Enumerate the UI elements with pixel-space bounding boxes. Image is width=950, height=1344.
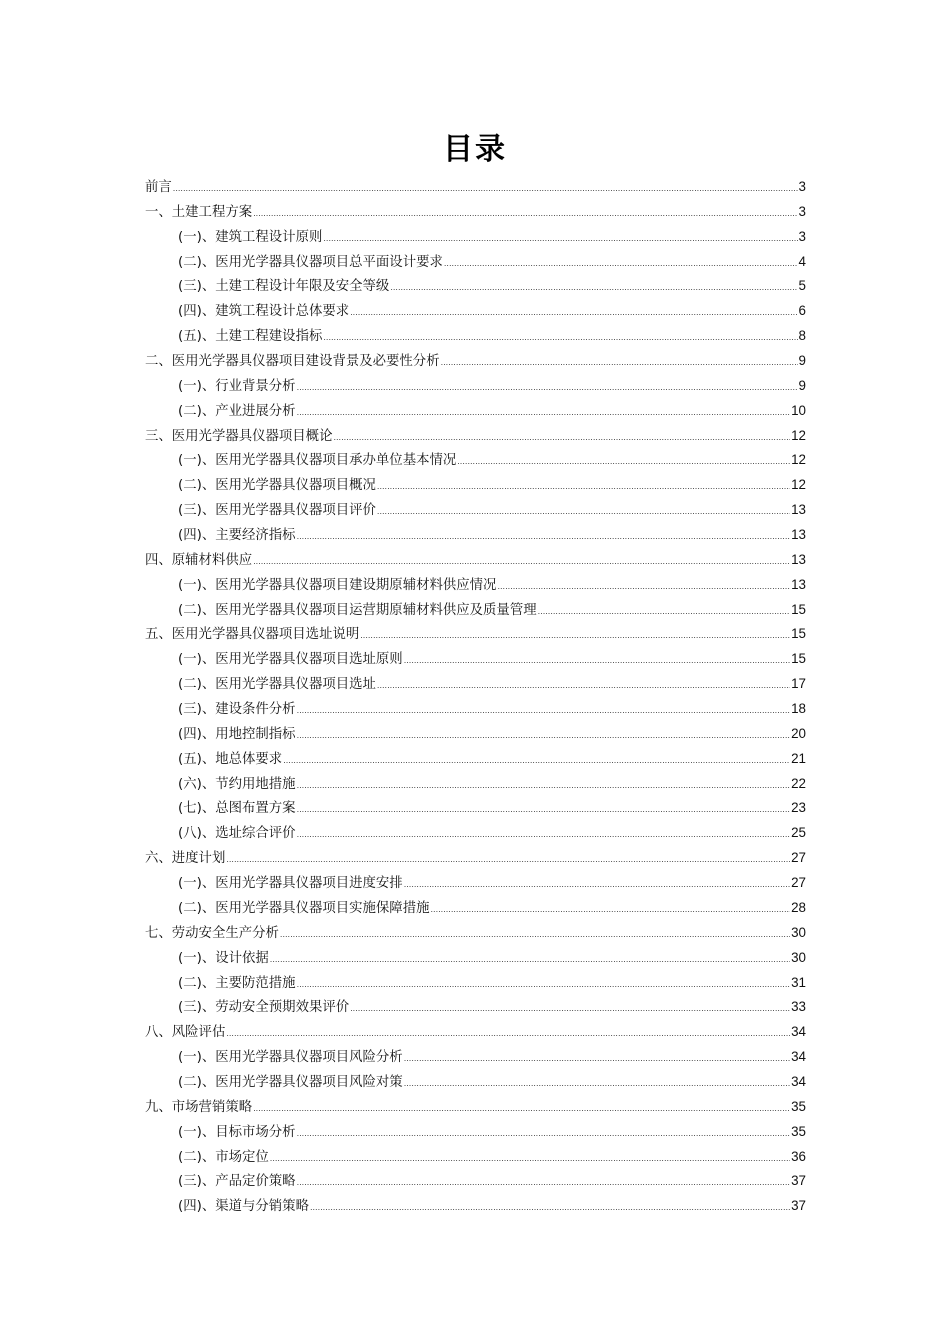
toc-entry-text: 一、土建工程方案 (145, 204, 253, 220)
toc-entry-text: 五、医用光学器具仪器项目选址说明 (145, 627, 360, 643)
toc-entry-section[interactable] (145, 299, 806, 324)
toc-dot-leader (283, 757, 790, 765)
toc-dot-leader (390, 284, 797, 292)
toc-entry-section[interactable] (145, 896, 806, 921)
toc-entry-section[interactable] (145, 672, 806, 697)
toc-dot-leader (297, 782, 791, 790)
toc-dot-leader (297, 1130, 791, 1138)
toc-entry-text: 二、医用光学器具仪器项目建设背景及必要性分析 (145, 354, 440, 370)
toc-entry-text: 三、医用光学器具仪器项目概论 (145, 428, 333, 444)
toc-entry-text: (二)、产业进展分析 (178, 403, 296, 419)
toc-entry-page-number: 37 (791, 1173, 806, 1189)
toc-entry-section[interactable] (145, 250, 806, 275)
toc-entry-section[interactable] (145, 1169, 806, 1194)
toc-dot-leader (297, 981, 791, 989)
toc-dot-leader (404, 1055, 790, 1063)
toc-entry-text: (三)、土建工程设计年限及安全等级 (178, 279, 390, 295)
toc-dot-leader (350, 309, 797, 317)
toc-entry-chapter[interactable] (145, 1095, 806, 1120)
toc-entry-page-number: 34 (791, 1049, 806, 1065)
toc-entry-page-number: 34 (791, 1024, 806, 1040)
toc-entry-section[interactable] (145, 473, 806, 498)
toc-entry-text: (五)、土建工程建设指标 (178, 329, 323, 345)
toc-dot-leader (226, 1030, 790, 1038)
toc-entry-page-number: 35 (791, 1098, 806, 1114)
toc-entry-text: (三)、医用光学器具仪器项目评价 (178, 503, 376, 519)
toc-entry-page-number: 3 (798, 203, 806, 219)
toc-entry-page-number: 6 (798, 303, 806, 319)
toc-entry-section[interactable] (145, 598, 806, 623)
toc-entry-page-number: 27 (791, 875, 806, 891)
toc-dot-leader (297, 732, 791, 740)
toc-dot-leader (226, 856, 790, 864)
toc-entry-chapter[interactable] (145, 1020, 806, 1045)
toc-dot-leader (404, 1080, 790, 1088)
toc-entry-page-number: 36 (791, 1148, 806, 1164)
toc-entry-chapter[interactable] (145, 424, 806, 449)
toc-dot-leader (297, 707, 791, 715)
toc-entry-section[interactable] (145, 225, 806, 250)
toc-entry-text: (二)、医用光学器具仪器项目选址 (178, 677, 376, 693)
toc-entry-section[interactable] (145, 399, 806, 424)
toc-entry-chapter[interactable] (145, 548, 806, 573)
toc-dot-leader (350, 1005, 790, 1013)
toc-entry-text: (一)、行业背景分析 (178, 378, 296, 394)
toc-entry-page-number: 27 (791, 850, 806, 866)
toc-entry-text: (四)、渠道与分销策略 (178, 1199, 309, 1215)
toc-dot-leader (297, 831, 791, 839)
table-of-contents (145, 175, 806, 1219)
toc-entry-page-number: 33 (791, 999, 806, 1015)
toc-entry-page-number: 9 (798, 377, 806, 393)
toc-dot-leader (333, 434, 790, 442)
toc-dot-leader (253, 1105, 790, 1113)
toc-dot-leader (310, 1204, 790, 1212)
toc-entry-page-number: 3 (798, 179, 806, 194)
toc-entry-section[interactable] (145, 1120, 806, 1145)
toc-entry-text: 七、劳动安全生产分析 (145, 925, 279, 941)
toc-entry-text: (四)、主要经济指标 (178, 528, 296, 544)
toc-entry-section[interactable] (145, 722, 806, 747)
toc-entry-page-number: 15 (791, 601, 806, 617)
toc-entry-text: 六、进度计划 (145, 851, 226, 867)
toc-dot-leader (441, 359, 798, 367)
toc-dot-leader (297, 806, 791, 814)
toc-entry-text: (一)、目标市场分析 (178, 1124, 296, 1140)
toc-entry-section[interactable] (145, 1070, 806, 1095)
toc-entry-section[interactable] (145, 871, 806, 896)
toc-dot-leader (253, 558, 790, 566)
toc-entry-page-number: 12 (791, 477, 806, 493)
toc-entry-page-number: 13 (791, 502, 806, 518)
toc-entry-text: (三)、劳动安全预期效果评价 (178, 1000, 350, 1016)
toc-entry-text: (二)、主要防范措施 (178, 975, 296, 991)
toc-entry-page-number: 8 (798, 328, 806, 344)
toc-entry-page-number: 30 (791, 949, 806, 965)
toc-entry-page-number: 30 (791, 924, 806, 940)
toc-entry-page-number: 15 (791, 651, 806, 667)
toc-dot-leader (377, 483, 790, 491)
toc-entry-text: (三)、产品定价策略 (178, 1174, 296, 1190)
toc-entry-text: 前言 (145, 180, 172, 195)
toc-entry-page-number: 12 (791, 452, 806, 468)
toc-dot-leader (497, 583, 790, 591)
toc-entry-page-number: 4 (798, 253, 806, 269)
toc-entry-page-number: 22 (791, 775, 806, 791)
toc-entry-section[interactable] (145, 324, 806, 349)
toc-dot-leader (297, 409, 791, 417)
toc-dot-leader (270, 1155, 790, 1163)
toc-dot-leader (280, 931, 790, 939)
toc-entry-text: (二)、医用光学器具仪器项目概况 (178, 478, 376, 494)
toc-entry-section[interactable] (145, 1145, 806, 1170)
toc-dot-leader (323, 235, 797, 243)
toc-entry-page-number: 18 (791, 701, 806, 717)
toc-dot-leader (444, 260, 798, 268)
toc-entry-page-number: 17 (791, 676, 806, 692)
toc-dot-leader (323, 334, 797, 342)
toc-entry-section[interactable] (145, 523, 806, 548)
toc-entry-chapter[interactable] (145, 921, 806, 946)
toc-entry-section[interactable] (145, 772, 806, 797)
toc-entry-chapter[interactable] (145, 349, 806, 374)
toc-entry-text: (一)、医用光学器具仪器项目建设期原辅材料供应情况 (178, 577, 497, 593)
toc-dot-leader (173, 185, 798, 193)
toc-entry-page-number: 37 (791, 1198, 806, 1214)
toc-dot-leader (377, 682, 790, 690)
toc-entry-text: (三)、建设条件分析 (178, 702, 296, 718)
toc-entry-text: (二)、医用光学器具仪器项目总平面设计要求 (178, 254, 443, 270)
toc-entry-text: (二)、医用光学器具仪器项目风险对策 (178, 1074, 403, 1090)
toc-entry-text: (四)、建筑工程设计总体要求 (178, 304, 350, 320)
toc-entry-page-number: 9 (798, 353, 806, 369)
toc-entry-section[interactable] (145, 747, 806, 772)
toc-dot-leader (404, 881, 790, 889)
toc-entry-text: (一)、医用光学器具仪器项目进度安排 (178, 876, 403, 892)
toc-title: 目录 (443, 132, 507, 167)
toc-entry-text: (一)、设计依据 (178, 950, 269, 966)
toc-entry-page-number: 21 (791, 750, 806, 766)
toc-entry-text: 八、风险评估 (145, 1025, 226, 1041)
toc-entry-section[interactable] (145, 946, 806, 971)
toc-dot-leader (360, 632, 790, 640)
toc-entry-text: (二)、医用光学器具仪器项目实施保障措施 (178, 900, 430, 916)
toc-entry-chapter[interactable] (145, 846, 806, 871)
toc-entry-section[interactable] (145, 647, 806, 672)
toc-entry-section[interactable] (145, 796, 806, 821)
toc-entry-text: (一)、医用光学器具仪器项目风险分析 (178, 1050, 403, 1066)
toc-entry-section[interactable] (145, 448, 806, 473)
toc-entry-page-number: 34 (791, 1073, 806, 1089)
toc-dot-leader (270, 956, 790, 964)
toc-dot-leader (538, 608, 790, 616)
toc-entry-page-number: 20 (791, 725, 806, 741)
toc-dot-leader (457, 458, 790, 466)
toc-entry-page-number: 13 (791, 576, 806, 592)
toc-entry-page-number: 13 (791, 527, 806, 543)
toc-entry-chapter[interactable] (145, 175, 806, 200)
toc-dot-leader (253, 210, 797, 218)
toc-entry-text: (一)、医用光学器具仪器项目选址原则 (178, 652, 403, 668)
toc-entry-page-number: 10 (791, 402, 806, 418)
toc-entry-text: (一)、医用光学器具仪器项目承办单位基本情况 (178, 453, 457, 469)
toc-entry-section[interactable] (145, 697, 806, 722)
toc-entry-page-number: 13 (791, 551, 806, 567)
toc-entry-section[interactable] (145, 498, 806, 523)
toc-entry-section[interactable] (145, 1194, 806, 1219)
toc-entry-section[interactable] (145, 821, 806, 846)
toc-entry-chapter[interactable] (145, 622, 806, 647)
toc-dot-leader (404, 657, 790, 665)
toc-entry-page-number: 15 (791, 626, 806, 642)
toc-entry-text: (四)、用地控制指标 (178, 726, 296, 742)
toc-entry-text: (二)、市场定位 (178, 1149, 269, 1165)
toc-entry-text: (八)、选址综合评价 (178, 826, 296, 842)
toc-entry-text: (六)、节约用地措施 (178, 776, 296, 792)
toc-dot-leader (297, 384, 798, 392)
toc-entry-section[interactable] (145, 573, 806, 598)
toc-entry-text: (七)、总图布置方案 (178, 801, 296, 817)
toc-dot-leader (297, 1179, 791, 1187)
toc-entry-text: (一)、建筑工程设计原则 (178, 229, 323, 245)
toc-entry-chapter[interactable] (145, 200, 806, 225)
toc-entry-text: (二)、医用光学器具仪器项目运营期原辅材料供应及质量管理 (178, 602, 537, 618)
toc-entry-page-number: 23 (791, 800, 806, 816)
toc-entry-page-number: 3 (798, 228, 806, 244)
toc-entry-page-number: 31 (791, 974, 806, 990)
toc-entry-page-number: 28 (791, 899, 806, 915)
toc-entry-text: 四、原辅材料供应 (145, 552, 253, 568)
toc-entry-page-number: 25 (791, 825, 806, 841)
toc-entry-section[interactable] (145, 971, 806, 996)
toc-entry-page-number: 5 (798, 278, 806, 294)
toc-entry-section[interactable] (145, 374, 806, 399)
toc-entry-section[interactable] (145, 995, 806, 1020)
toc-entry-page-number: 12 (791, 427, 806, 443)
toc-entry-text: (五)、地总体要求 (178, 751, 283, 767)
toc-entry-text: 九、市场营销策略 (145, 1099, 253, 1115)
toc-entry-section[interactable] (145, 1045, 806, 1070)
toc-dot-leader (377, 508, 790, 516)
toc-dot-leader (430, 906, 790, 914)
toc-dot-leader (297, 533, 791, 541)
toc-entry-page-number: 35 (791, 1123, 806, 1139)
toc-entry-section[interactable] (145, 274, 806, 299)
